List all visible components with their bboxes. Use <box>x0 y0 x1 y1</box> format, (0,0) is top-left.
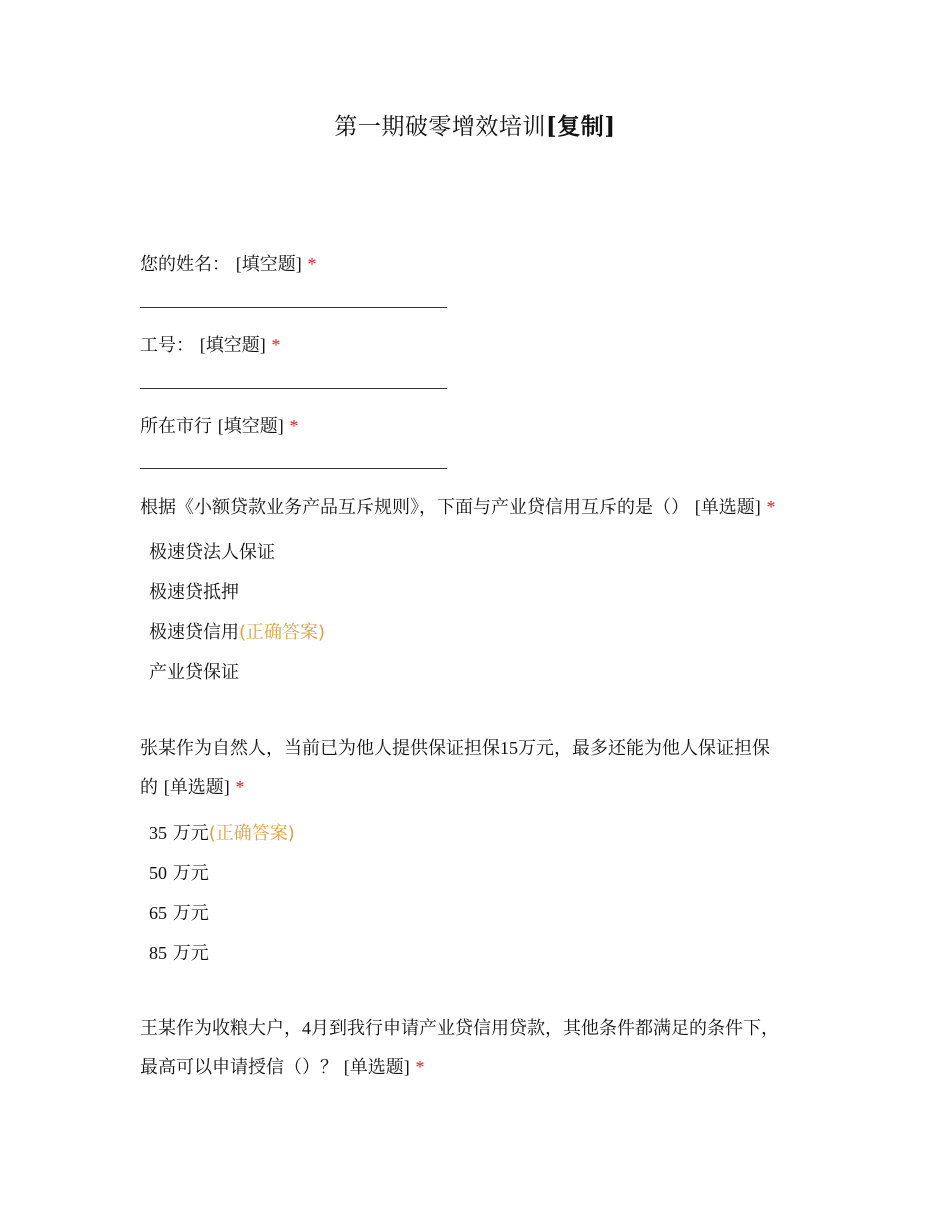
city-branch-answer-line[interactable] <box>140 468 447 469</box>
option-4[interactable] <box>149 941 209 966</box>
question-text-line1-rest: 月到我行申请产业贷信用贷款，其他条件都满足的条件下， <box>311 1018 779 1039</box>
question-type: [单选题] <box>163 777 230 797</box>
correct-answer-mark: (正确答案) <box>239 622 326 643</box>
option-number: 85 <box>149 943 167 963</box>
question-text-line1: 张某作为自然人，当前已为他人提供保证担保 <box>140 738 500 759</box>
question-employee-id <box>140 326 820 365</box>
option-unit: 万元 <box>172 903 209 924</box>
title-suffix: [复制] <box>545 113 616 140</box>
option-text: 极速贷法人保证 <box>149 542 275 563</box>
required-marker: * <box>307 254 317 274</box>
option-text: 极速贷信用 <box>149 622 239 643</box>
question-credit-limit <box>140 1009 810 1087</box>
title-main: 第一期破零增效培训 <box>334 114 546 140</box>
question-name <box>140 245 820 284</box>
question-label: 您的姓名： <box>140 254 230 275</box>
option-unit: 万元 <box>172 943 209 964</box>
option-unit: 万元 <box>172 863 209 884</box>
option-text: 极速贷抵押 <box>149 582 239 603</box>
correct-answer-mark: (正确答案) <box>208 823 295 844</box>
question-label: 根据《小额贷款业务产品互斥规则》，下面与产业贷信用互斥的是（） <box>140 497 689 518</box>
option-2[interactable] <box>149 581 239 605</box>
option-2[interactable] <box>149 861 209 886</box>
question-type: [单选题] <box>694 497 761 517</box>
name-answer-line[interactable] <box>140 307 447 308</box>
question-text-line2: 的 <box>140 777 158 798</box>
required-marker: * <box>289 416 299 436</box>
option-unit: 万元 <box>172 823 209 844</box>
question-type: [填空题] <box>235 254 302 274</box>
employee-id-answer-line[interactable] <box>140 388 447 389</box>
question-guarantee-limit <box>140 729 810 807</box>
option-number: 35 <box>149 823 167 843</box>
question-type: [单选题] <box>343 1057 410 1077</box>
question-number: 15 <box>500 738 518 758</box>
question-number: 4 <box>302 1018 311 1038</box>
question-type: [填空题] <box>199 335 266 355</box>
option-text: 产业贷保证 <box>149 662 239 683</box>
option-1[interactable] <box>149 541 275 565</box>
required-marker: * <box>415 1057 425 1077</box>
question-city-branch <box>140 407 820 446</box>
required-marker: * <box>766 497 776 517</box>
option-number: 65 <box>149 903 167 923</box>
question-label: 工号： <box>140 335 194 356</box>
option-number: 50 <box>149 863 167 883</box>
option-3[interactable] <box>149 621 325 645</box>
option-3[interactable] <box>149 901 209 926</box>
question-text-line1-rest: 万元，最多还能为他人保证担保 <box>518 738 770 759</box>
question-type: [填空题] <box>217 416 284 436</box>
required-marker: * <box>271 335 281 355</box>
option-1[interactable] <box>149 821 295 846</box>
required-marker: * <box>235 777 245 797</box>
option-4[interactable] <box>149 661 239 685</box>
question-text-line1: 王某作为收粮大户， <box>140 1018 302 1039</box>
question-label: 所在市行 <box>140 416 212 437</box>
question-mutual-exclusion <box>140 488 840 527</box>
question-text-line2: 最高可以申请授信（）？ <box>140 1057 338 1078</box>
page-title <box>0 111 950 143</box>
